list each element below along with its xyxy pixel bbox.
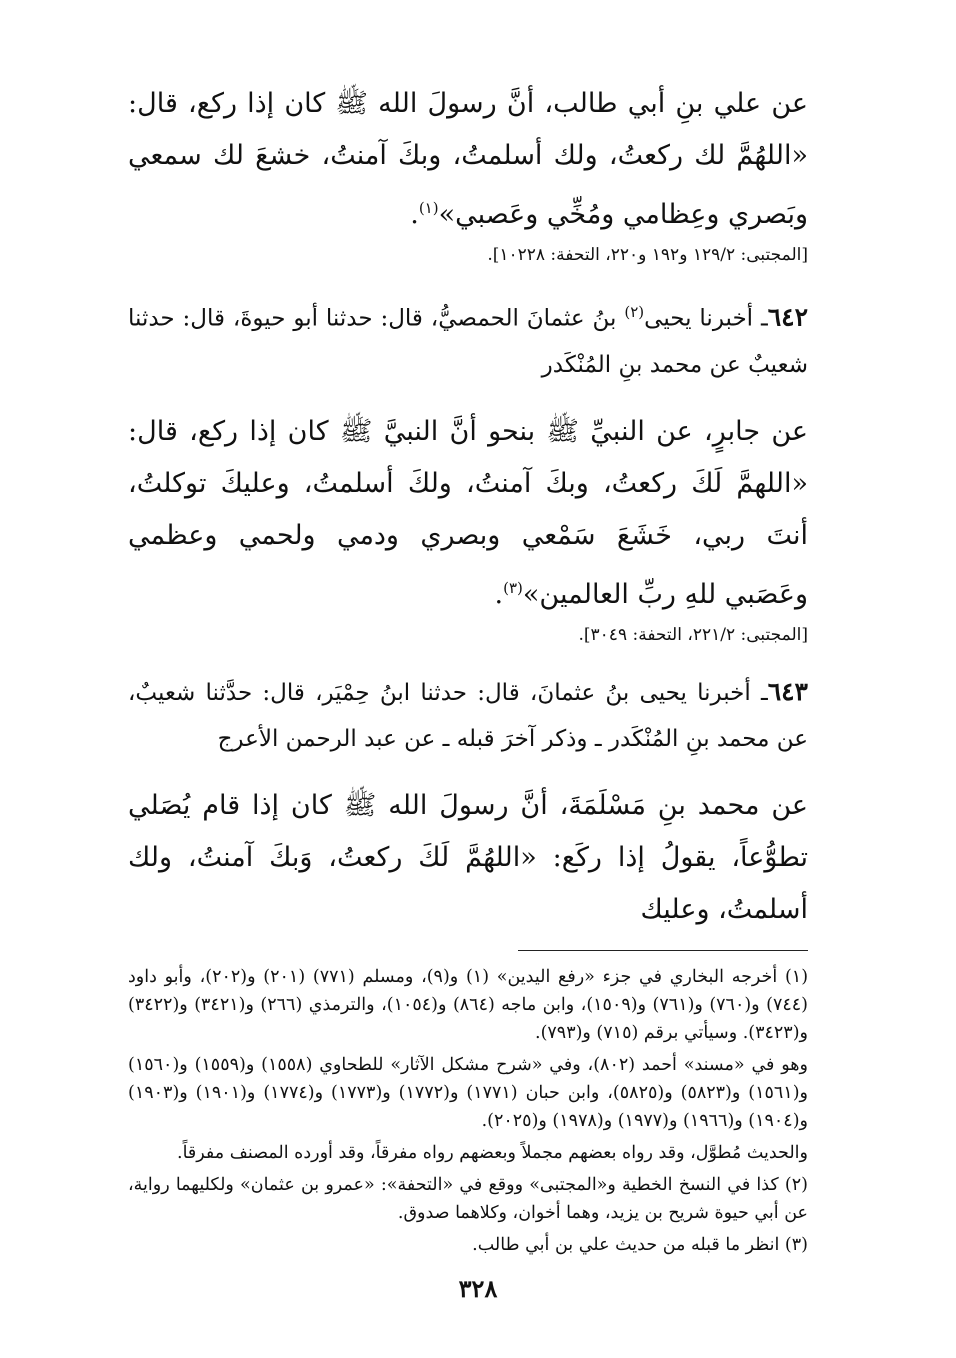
hadith-642-chain — [128, 289, 808, 388]
footnote-ref-1[interactable]: (١) — [418, 199, 439, 217]
hadith-643-number: ٦٤٣ — [767, 676, 808, 706]
hadith-642-chain-b: بنُ عثمانَ الحمصيُّ، قال: حدثنا أبو حيوةَ، قال: حدثنا شعيبٌ عن محمد بنِ المُنْكَدر — [128, 305, 808, 378]
footnote-2: (٢) كذا في النسخ الخطية و«المجتبى» ووقع في «التحفة»: «عمرو بن عثمان» ولكليهما رواية، عن أبي حيوة شريح بن يزيد، وهما أخوان، وكلاهما صدوق. — [128, 1174, 808, 1223]
hadith-643-chain — [128, 669, 808, 762]
hadith-642-text: عن جابرٍ، عن النبيِّ ﷺ بنحو أنَّ النبيَّ ﷺ كان إذا ركع، قال: «اللهمَّ لَكَ ركعتُ، وبكَ آمنتُ، ولكَ أسلمتُ، وعليكَ توكلتُ، أنتَ ربي، خَشَعَ سَمْعي وبصري ودمي ولحمي وعظمي وعَصَبي للهِ ربِّ العالمين»$^{(٣)}$. — [128, 415, 808, 610]
hadith-642-number: ٦٤٢ — [767, 302, 809, 332]
hadith-643-text: عن محمد بنِ مَسْلَمَةَ، أنَّ رسولَ الله ﷺ كان إذا قام يُصَلي تطوُّعاً، يقولُ إذا ركَع: «اللهُمَّ لَكَ ركعتُ، وَبكَ آمنتُ، ولك أسلمتُ، وعليك — [128, 789, 808, 925]
footnote-3: (٣) انظر ما قبله من حديث علي بن أبي طالب. — [472, 1234, 808, 1255]
hadith-641-body: عن علي بنِ أبي طالب، أنَّ رسولَ الله ﷺ كان إذا ركع، قال: «اللهُمَّ لك ركعتُ، ولك أسلمتُ، وبكَ آمنتُ، خشعَ لك سمعي وبَصري وعِظامي ومُخِّي وعَصبي» — [128, 88, 808, 230]
footnote-ref-3[interactable]: (٣) — [503, 578, 523, 597]
footnote-1c: والحديث مُطوَّل، وقد رواه بعضهم مجملاً وبعضهم رواه مفرقاً، وقد أورده المصنف مفرقاً. — [177, 1142, 808, 1163]
footnote-1a: (١) أخرجه البخاري في جزء «رفع اليدين» (١) و(٩)، ومسلم (٧٧١) (٢٠١) و(٢٠٢)، وأبو داود (٧٤٤) و(٧٦٠) و(٧٦١) و(١٥٠٩)، وابن ماجه (٨٦٤) و(١٠٥٤)، والترمذي (٢٦٦) و(٣٤٢١) و(٣٤٢٢) و(٣٤٢٣). وسيأتي برقم (٧١٥) و(٧٩٣). — [128, 966, 809, 1043]
hadith-642-reference: [المجتبى: ٢٢١/٢، التحفة: ٣٠٤٩]. — [578, 624, 808, 645]
page-content — [128, 78, 808, 1263]
footnote-divider — [518, 950, 808, 951]
page-number: ٣٢٨ — [458, 1274, 498, 1303]
footnote-1b: وهو في «مسند» أحمد (٨٠٢)، وفي «شرح مشكل الآثار» للطحاوي (١٥٥٨) و(١٥٥٩) و(١٥٦٠) و(١٥٦١) و(٥٨٢٣) و(٥٨٢٥)، وابن حبان (١٧٧١) و(١٧٧٢) و(١٧٧٣) و(١٧٧٤) و(١٩٠١) و(١٩٠٣) و(١٩٠٤) و(١٩٦٦) و(١٩٧٧) و(١٩٧٨) و(٢٠٢٥). — [128, 1054, 808, 1131]
hadith-643-chain-text: ـ أخبرنا يحيى بنُ عثمانَ، قال: حدثنا ابنُ حِمْيَر، قال: حدَّثنا شعيبٌ، عن محمد بنِ المُنْكَدر ـ وذكر آخرَ قبله ـ عن عبد الرحمن الأعرج — [128, 679, 808, 752]
hadith-641-text: عن علي بنِ أبي طالب، أنَّ رسولَ الله ﷺ كان إذا ركع، قال: «اللهُمَّ لك ركعتُ، ولك أسلمتُ، وبكَ آمنتُ، خشعَ لك سمعي وبَصري وعِظامي ومُخِّي وعَصبي»$^{(١)}$. — [128, 88, 808, 230]
footnote-ref-2[interactable]: (٢) — [624, 303, 645, 321]
hadith-641-reference: [المجتبى: ١٢٩/٢ و١٩٢ و٢٢٠، التحفة: ١٠٢٢٨]. — [487, 245, 808, 265]
hadith-642-chain-a: ـ أخبرنا يحيى — [644, 305, 768, 332]
hadith-642-body: عن جابرٍ، عن النبيِّ ﷺ بنحو أنَّ النبيَّ ﷺ كان إذا ركع، قال: «اللهمَّ لَكَ ركعتُ، وبكَ آمنتُ، ولكَ أسلمتُ، وعليكَ توكلتُ، أنتَ ربي، خَشَعَ سَمْعي وبصري ودمي ولحمي وعظمي وعَصَبي للهِ ربِّ العالمين» — [128, 415, 808, 610]
